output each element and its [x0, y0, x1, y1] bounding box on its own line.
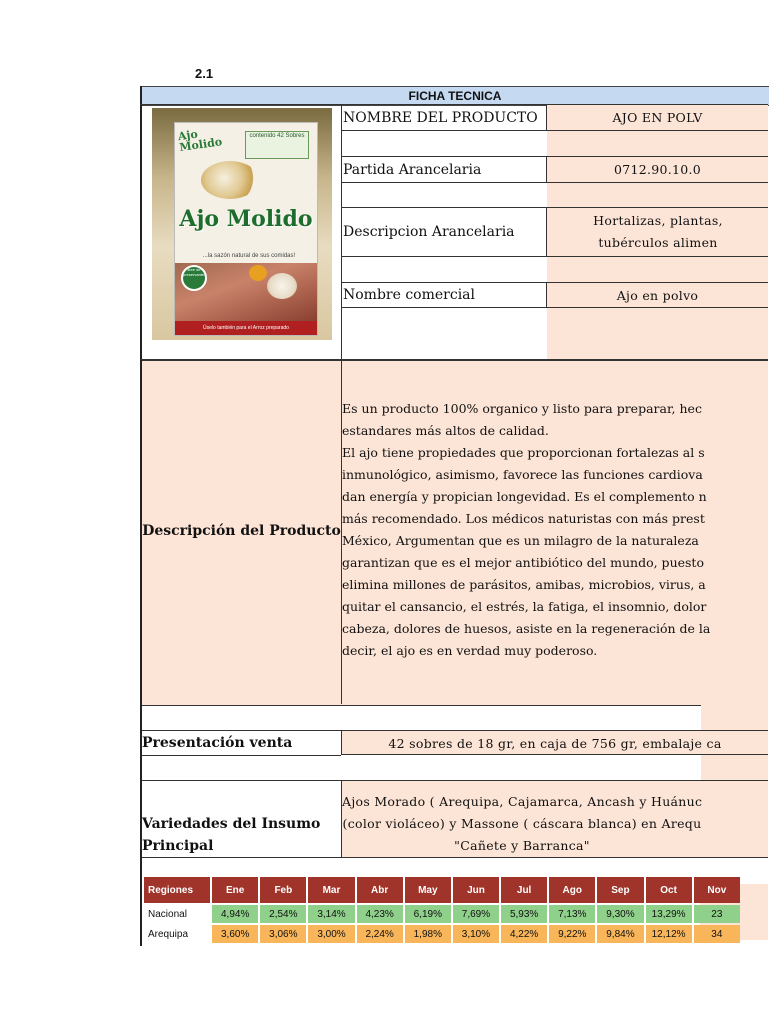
nombre-comercial-value: Ajo en polvo	[546, 282, 768, 308]
partida-label: Partida Arancelaria	[341, 156, 547, 183]
mini-header-cell: Jun	[453, 877, 499, 903]
descripcion-line: elimina millones de parásitos, amibas, microbios, virus, a	[342, 577, 706, 592]
descripcion-text	[342, 398, 768, 662]
descripcion-line: cabeza, dolores de huesos, asiste en la regeneración de la	[342, 621, 711, 636]
nombre-producto-value: AJO EN POLV	[546, 104, 768, 131]
mini-table-row-nacional	[144, 905, 740, 923]
sheet-header: FICHA TECNICA	[140, 86, 769, 106]
descripcion-line: México, Argumentan que es un milagro de la naturaleza	[342, 533, 699, 548]
mini-value-cell: 4,22%	[501, 925, 547, 943]
mini-value-cell: 4,94%	[212, 905, 258, 923]
presentacion-value: 42 sobres de 18 gr, en caja de 756 gr, embalaje ca	[341, 730, 768, 755]
variedades-line3: "Cañete y Barranca"	[454, 838, 590, 853]
mini-value-cell: 6,19%	[405, 905, 451, 923]
mini-value-cell: 1,98%	[405, 925, 451, 943]
mini-header-cell: Nov	[694, 877, 740, 903]
variedades-value	[341, 780, 768, 858]
blank-row-3-fill	[547, 257, 768, 282]
mini-value-cell: 3,10%	[453, 925, 499, 943]
mini-value-cell: 3,06%	[260, 925, 306, 943]
blank-row-6	[142, 755, 768, 781]
presentacion-label: Presentación venta	[142, 731, 341, 756]
mini-value-cell: 5,93%	[501, 905, 547, 923]
box-tagline: ...la sazón natural de sus comidas!	[202, 253, 296, 259]
nombre-producto-label: NOMBRE DEL PRODUCTO	[341, 104, 547, 131]
blank-row-4-fill	[547, 308, 768, 359]
section-number: 2.1	[195, 66, 214, 81]
mini-header-cell: Oct	[646, 877, 692, 903]
mini-value-cell: 3,14%	[308, 905, 354, 923]
mini-value-cell: 23	[694, 905, 740, 923]
mini-value-cell: 3,60%	[212, 925, 258, 943]
descripcion-line: quitar el cansancio, el estrés, la fatiga, el insomnio, dolor	[342, 599, 707, 614]
mini-header-cell: Ene	[212, 877, 258, 903]
descripcion-line: Es un producto 100% organico y listo para preparar, hec	[342, 401, 702, 416]
box-badge: contenido 42 Sobres	[245, 131, 309, 159]
box-brand: Ajo Molido	[179, 206, 313, 232]
blank-row-1-fill	[547, 131, 768, 156]
product-image	[152, 108, 332, 340]
mini-header-cell: Regiones	[144, 877, 210, 903]
blank-row-6-fill	[701, 755, 768, 780]
mini-header-cell: Sep	[597, 877, 643, 903]
descripcion-line: El ajo tiene propiedades que proporcionan fortalezas al s	[342, 445, 705, 460]
mini-value-cell: 3,00%	[308, 925, 354, 943]
mini-region-cell: Nacional	[148, 908, 187, 920]
mini-value-cell: 4,23%	[357, 905, 403, 923]
box-seal: libre de preservantes	[181, 265, 207, 291]
descripcion-arancelaria-line1: Hortalizas, plantas,	[593, 213, 723, 228]
descripcion-arancelaria-value	[546, 207, 768, 257]
box-banner: Úselo también para el Arroz preparado	[175, 321, 317, 335]
blank-row-5	[142, 704, 768, 731]
mini-value-cell: 2,24%	[357, 925, 403, 943]
variedades-label-line2: Principal	[142, 838, 214, 854]
mini-header-cell: Feb	[260, 877, 306, 903]
nombre-comercial-label: Nombre comercial	[341, 282, 547, 308]
mini-header-cell: Abr	[357, 877, 403, 903]
mini-header-cell: Jul	[501, 877, 547, 903]
mini-value-cell: 7,13%	[549, 905, 595, 923]
mini-value-cell: 13,29%	[646, 905, 692, 923]
variedades-line2: (color violáceo) y Massone ( cáscara blanca) en Arequ	[342, 816, 702, 831]
descripcion-line: inmunológico, asimismo, favorece las funciones cardiova	[342, 467, 703, 482]
mini-value-cell: 2,54%	[260, 905, 306, 923]
descripcion-line: decir, el ajo es en verdad muy poderoso.	[342, 643, 598, 658]
mini-value-cell: 34	[694, 925, 740, 943]
descripcion-line: estandares más altos de calidad.	[342, 423, 549, 438]
mini-region-cell: Arequipa	[148, 928, 189, 940]
mini-table	[142, 875, 727, 945]
mini-value-cell: 9,30%	[597, 905, 643, 923]
mini-value-cell: 9,84%	[597, 925, 643, 943]
blank-row-2-fill	[547, 183, 768, 207]
mini-table-header-row	[144, 877, 740, 903]
descripcion-arancelaria-label: Descripcion Arancelaria	[341, 207, 547, 257]
descripcion-label: Descripción del Producto	[142, 523, 341, 539]
variedades-line1: Ajos Morado ( Arequipa, Cajamarca, Ancash y Huánuc	[342, 794, 703, 809]
mini-table-row-arequipa	[144, 925, 740, 943]
blank-row-5-fill	[701, 704, 768, 730]
variedades-label-line1: Variedades del Insumo	[142, 816, 321, 832]
box-top-brand: Ajo Molido	[177, 127, 223, 155]
mini-value-cell: 12,12%	[646, 925, 692, 943]
descripcion-line: más recomendado. Los médicos naturistas con más prest	[342, 511, 705, 526]
mini-value-cell: 9,22%	[549, 925, 595, 943]
mini-header-cell: Ago	[549, 877, 595, 903]
mini-header-cell: Mar	[308, 877, 354, 903]
descripcion-line: garantizan que es el mejor antibiótico del mundo, puesto	[342, 555, 704, 570]
mini-header-cell: May	[405, 877, 451, 903]
descripcion-line: dan energía y propician longevidad. Es el complemento n	[342, 489, 707, 504]
mini-value-cell: 7,69%	[453, 905, 499, 923]
descripcion-arancelaria-line2: tubérculos alimen	[598, 235, 718, 250]
variedades-label	[142, 781, 341, 858]
partida-value: 0712.90.10.0	[546, 156, 768, 183]
